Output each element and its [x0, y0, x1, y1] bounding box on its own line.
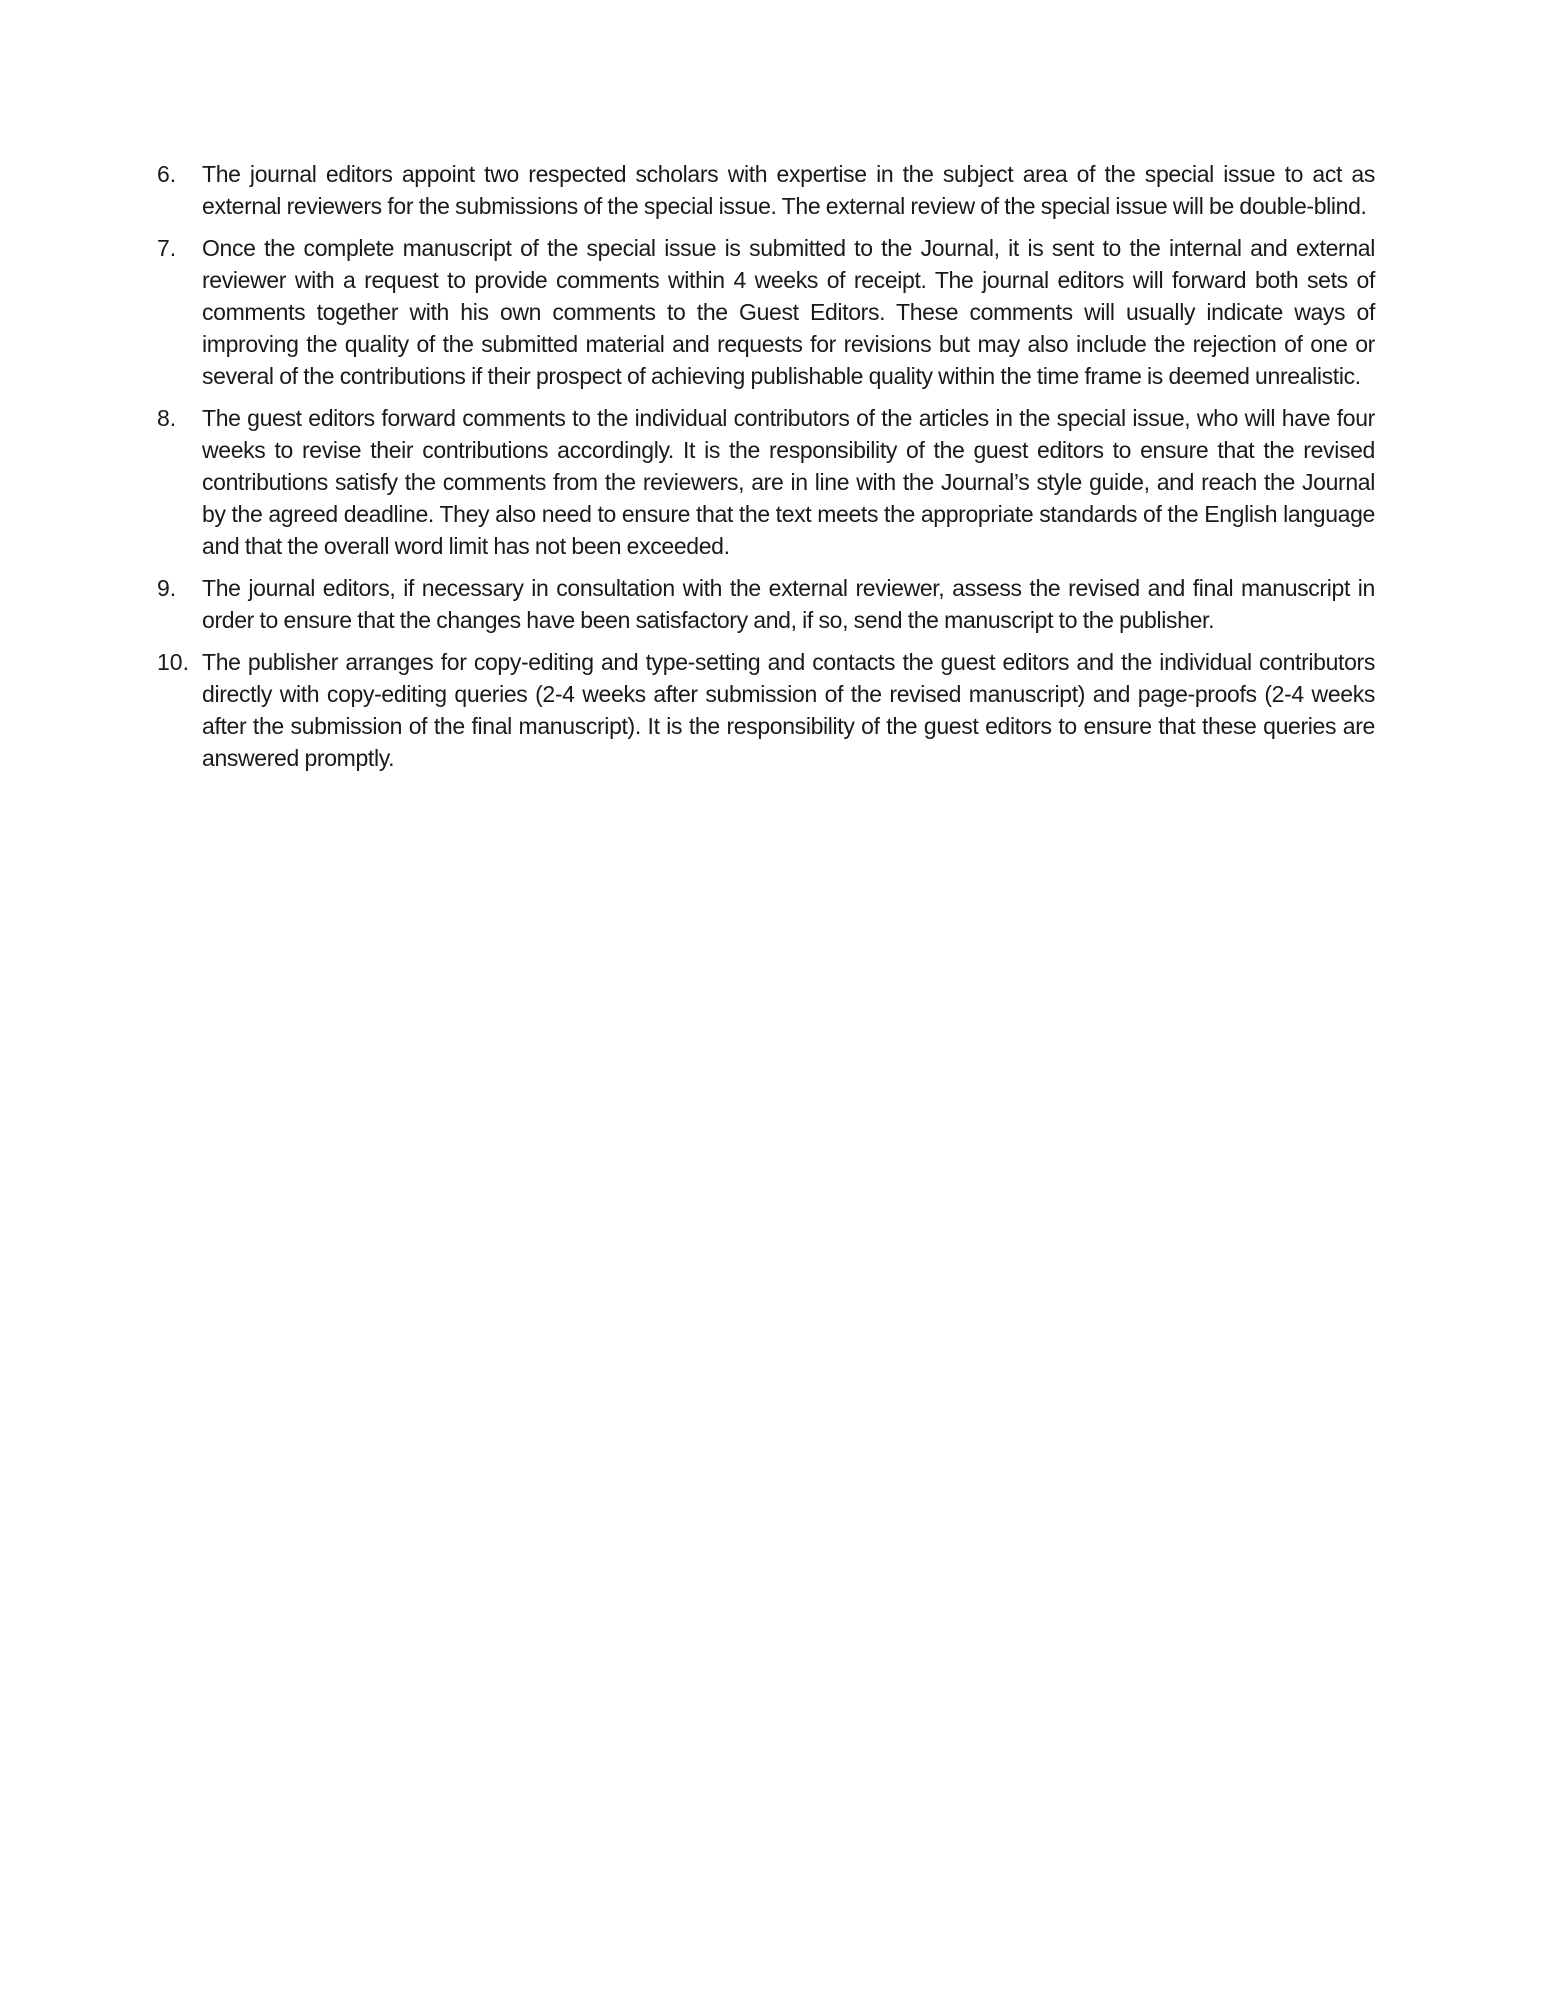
list-item [157, 402, 1375, 562]
list-item [157, 572, 1375, 636]
list-item-number: 8. [157, 405, 177, 431]
document-body [157, 158, 1375, 784]
list-item [157, 158, 1375, 222]
list-item-number: 6. [157, 161, 177, 187]
list-item-text: The journal editors appoint two respected scholars with expertise in the subject area of the special issue to act as external reviewers for the submissions of the special issue. The external review of the special issue will be double-blind. [202, 161, 1375, 219]
list-item-number: 9. [157, 575, 177, 601]
list-item-text: The publisher arranges for copy-editing and type-setting and contacts the guest editors and the individual contributors directly with copy-editing queries (2-4 weeks after submission of the revised manuscript) and page-proofs (2-4 weeks after the submission of the final manuscript). It is the responsibility of the guest editors to ensure that these queries are answered promptly. [202, 649, 1375, 771]
list-item-text: The journal editors, if necessary in consultation with the external reviewer, assess the revised and final manuscript in order to ensure that the changes have been satisfactory and, if so, send the manuscript to the publisher. [202, 575, 1375, 633]
list-item [157, 232, 1375, 392]
list-item-number: 10. [157, 649, 189, 675]
list-item [157, 646, 1375, 774]
list-item-text: The guest editors forward comments to the individual contributors of the articles in the special issue, who will have four weeks to revise their contributions accordingly. It is the responsibility of the guest editors to ensure that the revised contributions satisfy the comments from the reviewers, are in line with the Journal’s style guide, and reach the Journal by the agreed deadline. They also need to ensure that the text meets the appropriate standards of the English language and that the overall word limit has not been exceeded. [202, 405, 1375, 559]
numbered-list [157, 158, 1375, 774]
list-item-text: Once the complete manuscript of the special issue is submitted to the Journal, it is sent to the internal and external reviewer with a request to provide comments within 4 weeks of receipt. The journal editors will forward both sets of comments together with his own comments to the Guest Editors. These comments will usually indicate ways of improving the quality of the submitted material and requests for revisions but may also include the rejection of one or several of the contributions if their prospect of achieving publishable quality within the time frame is deemed unrealistic. [202, 235, 1375, 389]
list-item-number: 7. [157, 235, 177, 261]
